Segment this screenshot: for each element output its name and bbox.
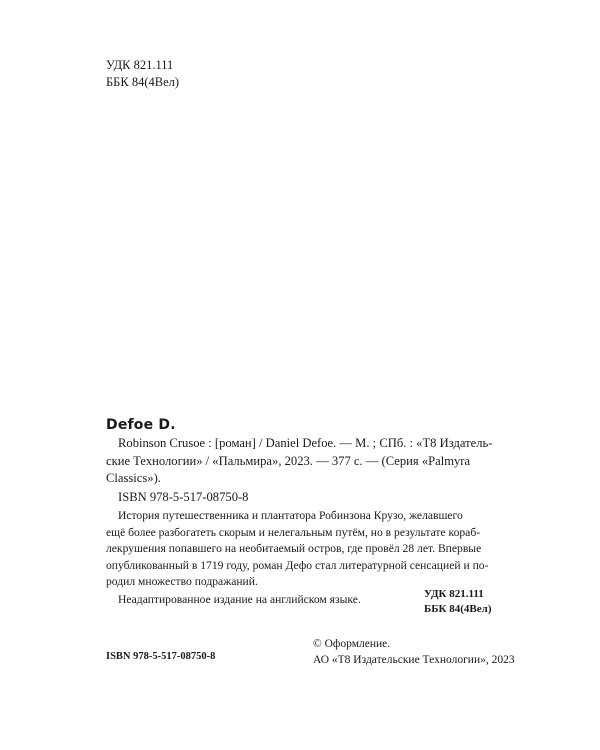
top-classification-codes [106,57,179,91]
copyright-line: АО «Т8 Издательские Технологии», 2023 [313,654,515,666]
footer-isbn: ISBN 978-5-517-08750-8 [106,651,216,662]
edition-note: Неадаптированное издание на английском языке. [118,592,361,606]
annotation-line: родил множество подражаний. [106,575,258,588]
udk-code: УДК 821.111 [106,58,174,72]
annotation-line: История путешественника и плантатора Робинзона Крузо, желавшего [118,509,463,522]
right-classification-codes [424,587,492,617]
author-heading: Defoe D. [106,417,176,433]
biblio-line: Classics»). [106,471,161,486]
biblio-line: Robinson Crusoe : [роман] / Daniel Defoe. — М. ; СПб. : «Т8 Издатель- [118,436,493,450]
annotation-line: опубликованный в 1719 году, роман Дефо стал литературной сенсацией и по- [106,558,489,572]
bibliographic-description [106,435,502,488]
isbn-entry: ISBN 978-5-517-08750-8 [118,490,249,504]
bbk-code: ББК 84(4Вел) [424,603,492,615]
biblio-line: ские Технологии» / «Пальмира», 2023. — 377 с. — (Серия «Palmyra [106,453,471,468]
udk-code: УДК 821.111 [424,588,484,600]
annotation-line: лекрушения попавшего на необитаемый остров, где провёл 28 лет. Впервые [106,542,482,555]
copyright-line: © Оформление. [313,638,391,650]
bbk-code: ББК 84(4Вел) [106,75,180,89]
copyright-block [313,636,515,668]
annotation-line: ещё более разбогатеть скорым и нелегальным путём, но в результате кораб- [106,525,481,539]
